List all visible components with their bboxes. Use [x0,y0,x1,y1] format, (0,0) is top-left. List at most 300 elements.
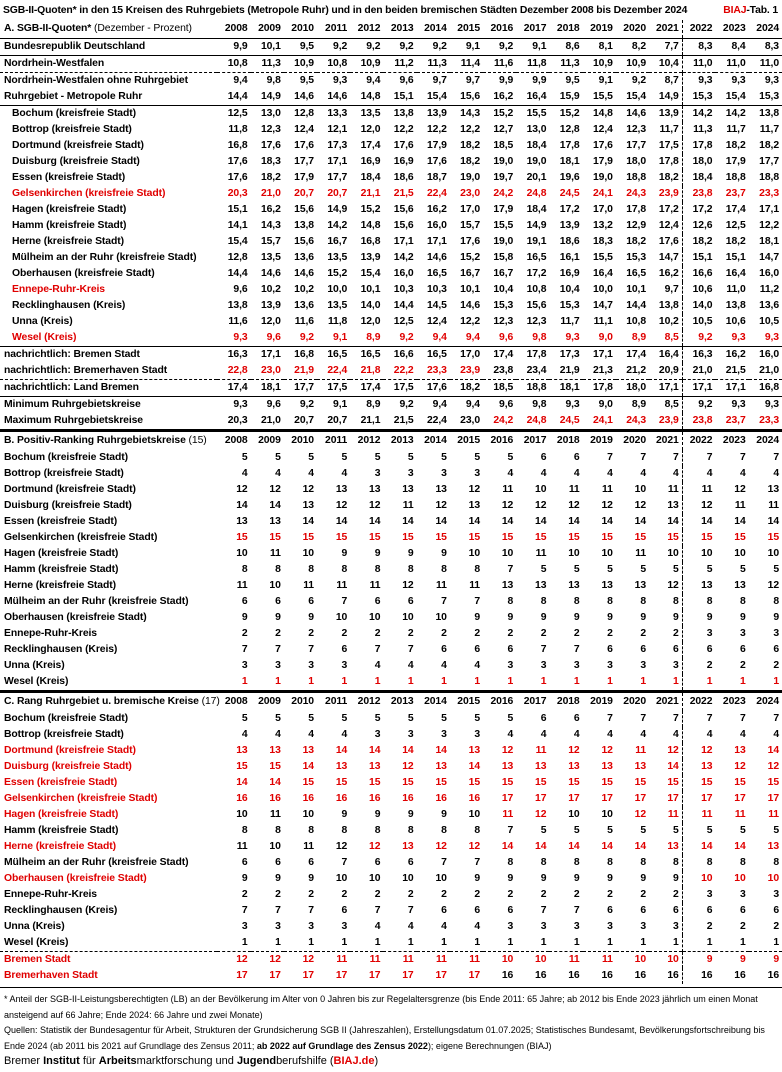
cell-value: 15,7 [460,220,480,231]
cell-value: 17,0 [450,347,483,364]
cell-value: 15 [734,532,746,543]
cell-value: 1 [241,937,248,948]
cell-value: 5 [573,564,580,575]
cell-value: 16 [734,970,746,981]
cell-value: 10 [435,873,447,884]
cell-value: 4 [773,468,779,479]
cell-value: 18,2 [692,236,713,247]
cell-value: 10,4 [493,284,514,295]
cell-value: 16,8 [360,236,381,247]
cell-value: 7 [573,644,580,655]
cell-value: 14 [568,841,580,852]
sources [4,1023,778,1054]
cell-value: 21,3 [592,365,613,376]
cell-value: 11 [635,548,647,559]
table-body [0,20,782,984]
cell-value: 3 [649,658,682,674]
cell-value: 12 [468,484,480,495]
cell-value: 17 [568,793,580,804]
cell-value: 8,6 [549,39,582,56]
cell-value: 9 [441,809,447,820]
cell-value: 5 [341,713,348,724]
cell-value: 11 [269,809,281,820]
year-header: 2008 [217,692,250,712]
cell-value: 13,5 [260,252,281,263]
cell-value: 19,0 [526,156,547,167]
cell-value: 9,7 [649,282,682,298]
cell-value: 17,3 [327,140,348,151]
cell-value: 9 [573,612,580,623]
row-label: Oberhausen (kreisfreie Stadt) [12,268,155,279]
cell-value: 15 [468,777,480,788]
cell-value: 9,4 [417,397,450,414]
cell-value: 15,3 [626,252,647,263]
cell-value: 14 [701,841,713,852]
year-header: 2018 [549,692,582,712]
tab-label-brand: BIAJ [723,4,747,16]
table-row [0,642,782,658]
cell-value: 14,1 [227,220,248,231]
cell-value: 12 [335,841,348,852]
cell-value: 7 [649,711,682,727]
cell-value: 13 [767,841,779,852]
cell-value: 15,6 [294,236,314,247]
cell-value: 12 [568,745,580,756]
section-header-c [0,692,782,712]
cell-value: 6 [507,644,514,655]
cell-value: 16,5 [626,268,647,279]
year-header: 2023 [715,431,748,451]
cell-value: 11,6 [228,316,248,327]
cell-value: 15,6 [460,91,480,102]
cell-value: 15 [701,777,713,788]
cell-value: 9 [441,548,447,559]
year-header: 2008 [224,23,248,34]
table-row [0,202,782,218]
cell-value: 10 [568,548,580,559]
cell-value: 11 [417,952,450,969]
cell-value: 5 [407,713,414,724]
cell-value: 8 [640,596,647,607]
cell-value: 18,8 [725,172,746,183]
cell-value: 6 [640,644,647,655]
cell-value: 6 [607,905,613,916]
year-header: 2016 [490,23,514,34]
cell-value: 9,2 [616,73,649,90]
cell-value: 14,4 [227,268,248,279]
cell-value: 15 [601,532,613,543]
cell-value: 7,7 [649,39,682,56]
cell-value: 5 [649,562,682,578]
cell-value: 13 [601,580,613,591]
cell-value: 17,1 [426,236,447,247]
cell-value: 10,2 [294,284,314,295]
cell-value: 14 [634,516,647,527]
table-row [0,968,782,984]
year-header: 2015 [450,431,483,451]
cell-value: 1 [706,937,713,948]
cell-value: 6 [308,857,314,868]
cell-value: 4 [407,660,414,671]
cell-value: 11 [502,484,514,495]
cell-value: 17,4 [217,380,250,397]
cell-value: 8,9 [631,332,647,343]
cell-value: 14,2 [715,106,748,123]
cell-value: 18,2 [725,140,746,151]
cell-value: 2 [649,626,682,642]
cell-value: 13 [568,580,580,591]
cell-value: 6 [275,857,281,868]
cell-value: 24,5 [559,188,580,199]
cell-value: 13 [468,500,480,511]
cell-value: 14 [435,745,447,756]
cell-value: 8,5 [649,330,682,347]
cell-value: 15,1 [393,91,414,102]
section-heading [0,20,217,39]
cell-value: 8,9 [616,397,649,414]
cell-value: 9,2 [682,397,715,414]
cell-value: 15 [535,532,547,543]
cell-value: 6 [540,713,547,724]
cell-value: 5 [474,452,480,463]
cell-value: 11,2 [759,284,779,295]
cell-value: 24,3 [626,188,647,199]
cell-value: 8 [275,564,281,575]
cell-value: 16 [634,970,647,981]
year-header: 2017 [523,23,547,34]
cell-value: 12,4 [649,218,682,234]
cell-value: 10 [767,548,779,559]
cell-value: 8,9 [366,332,381,343]
cell-value: 9,8 [532,332,547,343]
table-row [0,450,782,466]
cell-value: 16,7 [327,236,348,247]
cell-value: 17 [302,970,314,981]
cell-value: 12 [649,743,682,759]
cell-value: 16 [302,793,314,804]
cell-value: 13,8 [227,300,248,311]
year-header: 2021 [649,431,682,451]
cell-value: 12,8 [227,252,248,263]
cell-value: 14,9 [327,204,348,215]
cell-value: 18,4 [692,172,713,183]
cell-value: 12 [535,809,547,820]
cell-value: 11 [768,500,779,511]
cell-value: 9 [640,873,647,884]
table-row [0,482,782,498]
cell-value: 2 [649,887,682,903]
cell-value: 10,3 [426,284,447,295]
row-label: Oberhausen (kreisfreie Stadt) [4,612,147,623]
table-row [0,89,782,106]
cell-value: 1 [573,937,580,948]
cell-value: 9,2 [399,332,414,343]
cell-value: 14,9 [649,89,682,106]
cell-value: 14 [269,777,281,788]
cell-value: 12,2 [759,220,779,231]
cell-value: 14 [302,516,314,527]
table-title: SGB-II-Quoten* in den 15 Kreisen des Ruhrgebiets (Metropole Ruhr) und in den beiden bremischen Städten Dezember 2008 bis Dezember 2024 [3,4,688,16]
cell-value: 12 [335,500,348,511]
cell-value: 10 [501,548,514,559]
cell-value: 17 [601,793,613,804]
cell-value: 11,7 [726,124,746,135]
cell-value: 2 [739,660,746,671]
cell-value: 1 [374,937,381,948]
cell-value: 9,3 [715,73,748,90]
cell-value: 11 [583,952,616,969]
cell-value: 18,4 [526,140,547,151]
cell-value: 10 [335,873,348,884]
cell-value: 13 [402,484,414,495]
cell-value: 14 [601,516,613,527]
cell-value: 17,2 [649,202,682,218]
year-header: 2022 [682,431,715,451]
cell-value: 11,0 [749,56,782,73]
cell-value: 18,6 [559,236,580,247]
cell-value: 7 [441,857,447,868]
year-header: 2019 [590,23,613,34]
cell-value: 16,2 [260,204,281,215]
row-label: Mülheim an der Ruhr (kreisfreie Stadt) [4,857,189,868]
cell-value: 15,5 [493,220,514,231]
row-label: Unna (Kreis) [4,660,65,671]
cell-value: 12,9 [626,220,647,231]
cell-value: 21,0 [260,415,281,426]
institute-name [4,1054,778,1070]
table-row [0,562,782,578]
cell-value: 13,5 [327,300,348,311]
cell-value: 13 [435,484,447,495]
cell-value: 15,4 [426,91,447,102]
cell-value: 15,3 [692,91,713,102]
cell-value: 12,2 [460,124,480,135]
cell-value: 3 [474,729,480,740]
cell-value: 9 [607,612,613,623]
row-label: Hagen (kreisfreie Stadt) [4,809,119,820]
year-header: 2012 [350,431,383,451]
cell-value: 16,7 [493,268,514,279]
year-header: 2023 [722,23,746,34]
cell-value: 17,1 [715,380,748,397]
cell-value: 13 [302,500,314,511]
cell-value: 12 [251,952,284,969]
cell-value: 9 [407,809,414,820]
row-label: Hagen (kreisfreie Stadt) [4,548,119,559]
cell-value: 3 [573,660,580,671]
table-row [0,658,782,674]
cell-value: 10 [649,546,682,562]
table-row [0,903,782,919]
row-label: Ennepe-Ruhr-Kreis [12,284,105,295]
cell-value: 16,2 [426,204,447,215]
cell-value: 13 [269,745,281,756]
table-row [0,413,782,431]
cell-value: 14,7 [592,300,613,311]
year-header: 2019 [583,692,616,712]
cell-value: 10,9 [350,56,383,73]
cell-value: 17,0 [460,204,480,215]
cell-value: 14 [501,516,514,527]
cell-value: 9 [275,612,281,623]
cell-value: 4 [374,660,381,671]
cell-value: 12 [435,841,447,852]
cell-value: 4 [649,466,682,482]
cell-value: 14,0 [360,300,381,311]
cell-value: 24,2 [493,188,514,199]
cell-value: 11,3 [251,56,284,73]
year-header: 2010 [291,23,314,34]
cell-value: 21,5 [725,365,746,376]
cell-value: 18,1 [559,156,580,167]
cell-value: 15,1 [725,252,746,263]
cell-value: 10 [369,873,381,884]
cell-value: 19,0 [592,172,613,183]
cell-value: 4 [649,727,682,743]
cell-value: 7 [474,596,480,607]
brand-part: marktforschung und [136,1055,237,1067]
cell-value: 14,3 [260,220,281,231]
cell-value: 16,5 [417,347,450,364]
cell-value: 3 [374,468,381,479]
brand-part: für [79,1055,99,1067]
cell-value: 12,2 [393,124,414,135]
cell-value: 12 [634,809,647,820]
cell-value: 5 [640,825,647,836]
cell-value: 14,6 [460,300,480,311]
cell-value: 19,6 [559,172,580,183]
cell-value: 20,1 [526,172,547,183]
row-label: Ennepe-Ruhr-Kreis [4,889,97,900]
cell-value: 23,0 [460,188,480,199]
section-subtitle: (17) [201,696,220,707]
cell-value: 24,2 [493,415,514,426]
table-row [0,935,782,952]
cell-value: 17,8 [626,204,647,215]
cell-value: 8,7 [649,73,682,90]
cell-value: 18,7 [426,172,447,183]
cell-value: 13,6 [759,300,779,311]
cell-value: 11 [436,580,447,591]
cell-value: 9,2 [317,39,350,56]
cell-value: 17 [634,793,647,804]
cell-value: 23,3 [759,415,779,426]
biaj-link[interactable]: BIAJ.de [333,1055,375,1067]
cell-value: 6 [773,644,779,655]
cell-value: 2 [474,628,480,639]
cell-value: 16,6 [383,347,416,364]
cell-value: 12,0 [260,316,281,327]
year-header: 2015 [457,23,480,34]
section-title: C. Rang Ruhrgebiet u. bremische Kreise [4,696,199,707]
cell-value: 14,3 [450,106,483,123]
cell-value: 9,1 [516,39,549,56]
cell-value: 1 [308,937,314,948]
cell-value: 17,4 [360,140,381,151]
cell-value: 18,2 [649,170,682,186]
cell-value: 3 [507,921,514,932]
cell-value: 15 [535,777,547,788]
cell-value: 10 [302,809,314,820]
cell-value: 16,9 [559,268,580,279]
cell-value: 15,7 [260,236,281,247]
cell-value: 17,9 [426,140,447,151]
cell-value: 15 [649,775,682,791]
cell-value: 8 [341,564,348,575]
cell-value: 15 [402,532,414,543]
cell-value: 2 [773,921,779,932]
cell-value: 11,3 [417,56,450,73]
cell-value: 14 [634,841,647,852]
cell-value: 7 [573,905,580,916]
cell-value: 12,3 [493,316,514,327]
cell-value: 11,8 [516,56,549,73]
cell-value: 10 [734,873,746,884]
cell-value: 2 [640,889,647,900]
section-title: A. SGB-II-Quoten* [4,23,92,34]
cell-value: 12 [734,484,746,495]
cell-value: 16,0 [749,347,782,364]
year-header: 2017 [516,692,549,712]
cell-value: 16,3 [682,347,715,364]
cell-value: 16 [767,970,779,981]
cell-value: 4 [607,468,613,479]
cell-value: 8 [540,596,547,607]
cell-value: 15 [701,532,713,543]
cell-value: 3 [640,921,647,932]
year-header: 2014 [417,431,450,451]
cell-value: 17,9 [592,156,613,167]
cell-value: 9,5 [549,73,582,90]
cell-value: 3 [649,919,682,935]
row-label: Unna (Kreis) [4,921,65,932]
cell-value: 4 [275,468,281,479]
cell-value: 4 [706,729,713,740]
table-row [0,380,782,397]
cell-value: 6 [773,905,779,916]
cell-value: 15,5 [592,252,613,263]
cell-value: 16,0 [393,268,414,279]
cell-value: 11 [701,484,713,495]
row-label: nachrichtlich: Land Bremen [0,380,217,397]
row-label: Bochum (kreisfreie Stadt) [4,452,128,463]
table-row [0,234,782,250]
cell-value: 13,8 [725,300,746,311]
cell-value: 9 [649,871,682,887]
cell-value: 2 [773,660,779,671]
cell-value: 8,3 [749,39,782,56]
cell-value: 18,2 [759,140,779,151]
cell-value: 23,9 [649,413,682,431]
cell-value: 14 [335,745,348,756]
cell-value: 10,1 [251,39,284,56]
cell-value: 9,6 [499,332,514,343]
cell-value: 11 [236,841,248,852]
cell-value: 15,6 [393,204,414,215]
cell-value: 9,1 [450,39,483,56]
cell-value: 2 [407,889,414,900]
cell-value: 10,5 [759,316,779,327]
cell-value: 9 [715,952,748,969]
cell-value: 11,3 [693,124,713,135]
table-row [0,759,782,775]
cell-value: 8 [573,857,580,868]
cell-value: 17,8 [649,154,682,170]
cell-value: 8 [739,857,746,868]
cell-value: 13,9 [260,300,281,311]
cell-value: 11,2 [383,56,416,73]
cell-value: 11 [450,952,483,969]
